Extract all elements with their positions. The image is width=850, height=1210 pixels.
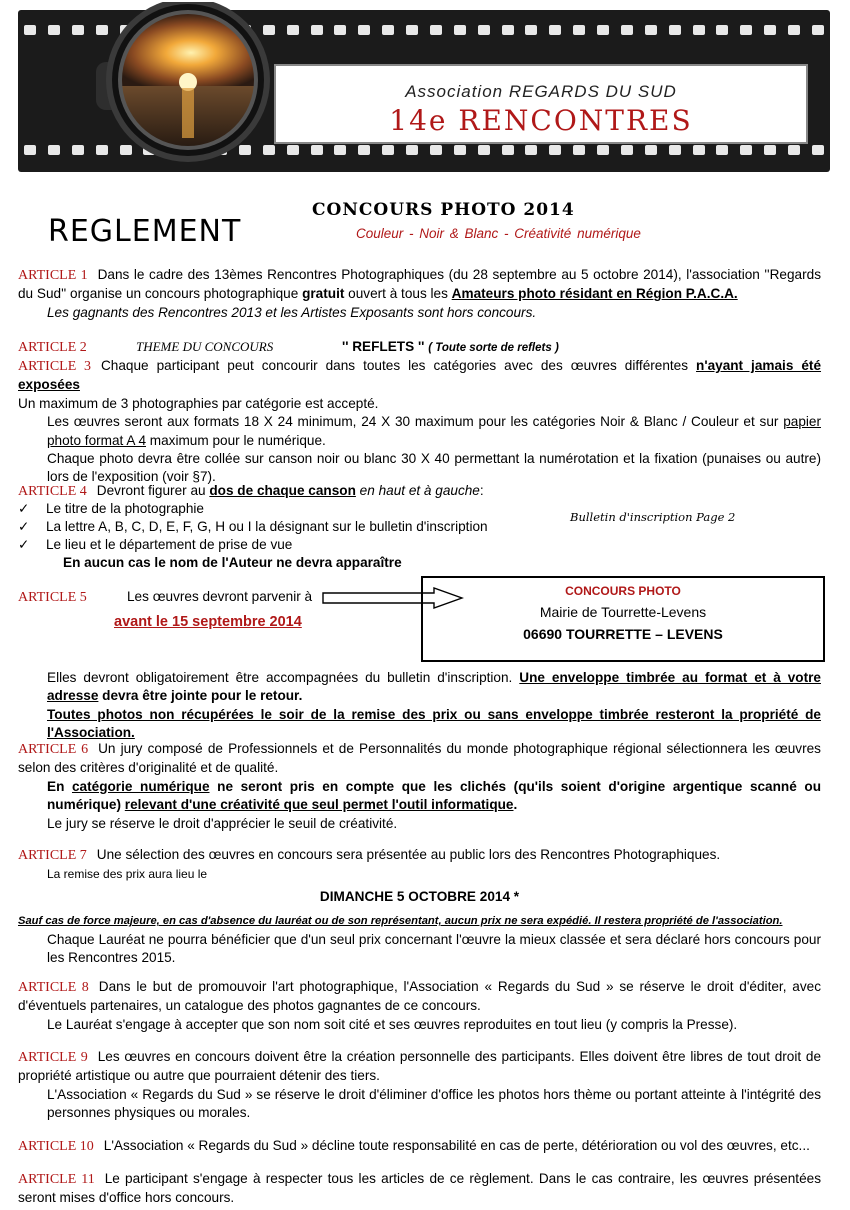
article-text: ouvert à tous les	[344, 286, 452, 302]
article-text: Devront figurer au	[96, 483, 210, 498]
address-title: CONCOURS PHOTO	[565, 584, 681, 598]
camera-lens-sunset-icon	[96, 2, 276, 172]
article-label: ARTICLE 6	[18, 742, 89, 757]
article-text-bold: ne seront pris en compte que les clichés (qu'ils soient d'origine argentique scanné ou numérique)	[47, 778, 821, 813]
title-box	[274, 64, 808, 144]
article-11	[18, 1170, 821, 1208]
theme-label: THEME DU CONCOURS	[136, 339, 274, 354]
contest-title: CONCOURS PHOTO 2014	[312, 200, 575, 220]
article-label: ARTICLE 10	[18, 1139, 94, 1154]
article-label: ARTICLE 4	[18, 484, 87, 499]
article-label: ARTICLE 3	[18, 359, 91, 374]
article-text: Les gagnants des Rencontres 2013 et les Artistes Exposants sont hors concours.	[47, 304, 537, 320]
address-line-1: Mairie de Tourrette-Levens	[539, 604, 707, 620]
article-8	[18, 978, 821, 1034]
article-7	[18, 846, 821, 967]
article-text: Chaque participant peut concourir dans toutes les catégories avec des œuvres différentes	[100, 358, 697, 373]
article-label: ARTICLE 8	[18, 980, 89, 995]
article-text: Les œuvres seront aux formats 18 X 24 minimum, 24 X 30 maximum pour les catégories Noir & Blanc / Couleur et sur	[47, 414, 784, 430]
theme-title: '' REFLETS ''	[342, 339, 425, 354]
article-text-italic: en haut et à gauche	[355, 483, 480, 498]
article-text: Les œuvres en concours doivent être la création personnelle des participants. Elles doivent être libres de tout droit de propriété artistique ou autre que pourraient détenir des tiers.	[18, 1049, 821, 1084]
article-label: ARTICLE 1	[18, 268, 88, 283]
edition-title: 14e RENCONTRES	[389, 104, 693, 137]
article-text-bold: relevant d'une créativité que seul permet l'outil informatique	[124, 797, 514, 813]
article-note: Sauf cas de force majeure, en cas d'absence du lauréat ou de son représentant, aucun prix ne sera expédié. Il restera propriété de l'association.	[18, 915, 783, 928]
article-3	[18, 357, 821, 487]
article-text: Un jury composé de Professionnels et de Personnalités du monde photographique régional sélectionnera les œuvres selon des critères d'originalité et de qualité.	[18, 741, 821, 776]
article-text-bold: Toutes photos non récupérées le soir de la remise des prix ou sans enveloppe timbrée resteront la propriété de l'Association.	[47, 706, 821, 741]
article-text-underline: papier photo format A 4	[47, 414, 821, 448]
article-text-bold: gratuit	[302, 286, 345, 302]
article-text: Chaque photo devra être collée sur canson noir ou blanc 30 X 40 permettant la numérotation et la fixation (punaises ou autre) lors de l'exposition (voir §7).	[47, 451, 821, 485]
address-line-2: 06690 TOURRETTE – LEVENS	[523, 626, 723, 642]
article-text: Dans le cadre des 13èmes Rencontres Photographiques (du 28 septembre au 5 octobre 2014), l'association ''Regards du Sud'' organise un concours photographique	[18, 267, 822, 302]
contest-categories: Couleur - Noir & Blanc - Créativité numérique	[356, 226, 641, 241]
article-text: Le Lauréat s'engage à accepter que son nom soit cité et ses œuvres reproduites en tout lieu (y compris la Presse).	[47, 1016, 738, 1032]
article-1	[18, 266, 821, 322]
article-label: ARTICLE 11	[18, 1172, 95, 1187]
list-item: ✓ La lettre A, B, C, D, E, F, G, H ou I la désignant sur le bulletin d'inscription	[18, 519, 488, 534]
article-2	[18, 338, 821, 357]
ceremony-date: DIMANCHE 5 OCTOBRE 2014 *	[319, 888, 520, 904]
article-text: Un maximum de 3 photographies par catégorie est accepté.	[18, 395, 379, 411]
article-text: Elles devront obligatoirement être accompagnées du bulletin d'inscription.	[47, 670, 520, 685]
checkmark-icon: ✓	[18, 501, 30, 516]
article-label: ARTICLE 2	[18, 340, 87, 355]
article-6: ARTICLE 6 Un jury composé de Professionnels et de Personnalités du monde photographique régional sélectionnera les œuvres selon des critères d'originalité et de qualité. En catégorie numérique ne seront pris en compte que les clichés (qu'ils soient d'origine argentique scanné ou numérique) relevant d'une créativité que seul permet l'outil informatique. Le jury se réserve le droit d'apprécier le seuil de créativité.	[18, 740, 821, 833]
article-text: L'Association « Regards du Sud » se réserve le droit d'éliminer d'office les photos hors thème ou portant atteinte à l'intégrité des personnes physiques ou morales.	[47, 1086, 821, 1121]
article-text: Dans le but de promouvoir l'art photographique, l'Association « Regards du Sud » se réserve le droit d'éditer, avec d'éventuels partenaires, un catalogue des photos gagnantes de ce concours.	[18, 979, 821, 1014]
checkmark-icon: ✓	[18, 537, 30, 552]
mailing-address-box	[421, 576, 825, 662]
checkmark-icon: ✓	[18, 519, 30, 534]
article-text: Chaque Lauréat ne pourra bénéficier que d'un seul prix concernant l'œuvre la mieux classée et sera déclaré hors concours pour les Rencontres 2015.	[47, 931, 821, 966]
article-label: ARTICLE 9	[18, 1050, 88, 1065]
article-text: :	[479, 483, 484, 498]
article-text-bold: n'ayant jamais été exposées	[18, 358, 822, 393]
theme-note: ( Toute sorte de reflets )	[428, 342, 559, 354]
bulletin-note: Bulletin d'inscription Page 2	[570, 510, 736, 524]
article-5	[18, 589, 313, 606]
article-label: ARTICLE 5	[18, 590, 87, 605]
article-10	[18, 1137, 821, 1156]
article-text: Le participant s'engage à respecter tous les articles de ce règlement. Dans le cas contraire, les œuvres présentées seront mises d'office hors concours.	[18, 1171, 821, 1206]
list-item: ✓ Le titre de la photographie	[18, 501, 204, 516]
article-text: maximum pour le numérique.	[146, 432, 326, 448]
article-text: La remise des prix aura lieu le	[47, 867, 208, 882]
article-9	[18, 1048, 821, 1123]
deadline: avant le 15 septembre 2014	[114, 614, 302, 630]
page-title: REGLEMENT	[48, 214, 242, 249]
article-4	[18, 482, 821, 501]
article-text: Les œuvres devront parvenir à	[127, 589, 313, 604]
list-item: ✓ Le lieu et le département de prise de vue	[18, 537, 293, 552]
article-text-bold: Amateurs photo résidant en Région P.A.C.A.	[451, 286, 738, 302]
article-text-bold: catégorie numérique	[71, 778, 210, 794]
article-text-bold: Une enveloppe timbrée au format et à votre adresse	[47, 670, 821, 704]
article-text-bold: dos de chaque canson	[209, 483, 356, 498]
association-name: Association REGARDS DU SUD	[405, 82, 677, 101]
anonymity-warning: En aucun cas le nom de l'Auteur ne devra apparaître	[63, 555, 402, 570]
article-text: Le jury se réserve le droit d'apprécier le seuil de créativité.	[47, 815, 398, 831]
checklist	[18, 500, 538, 572]
article-5-conditions	[18, 669, 821, 743]
article-text: L'Association « Regards du Sud » décline toute responsabilité en cas de perte, détérioration ou vol des œuvres, etc...	[103, 1138, 810, 1153]
article-text-bold: devra être jointe pour le retour.	[98, 688, 303, 704]
article-label: ARTICLE 7	[18, 848, 87, 863]
header-banner	[18, 10, 830, 172]
article-text: Une sélection des œuvres en concours sera présentée au public lors des Rencontres Photographiques.	[96, 847, 721, 862]
